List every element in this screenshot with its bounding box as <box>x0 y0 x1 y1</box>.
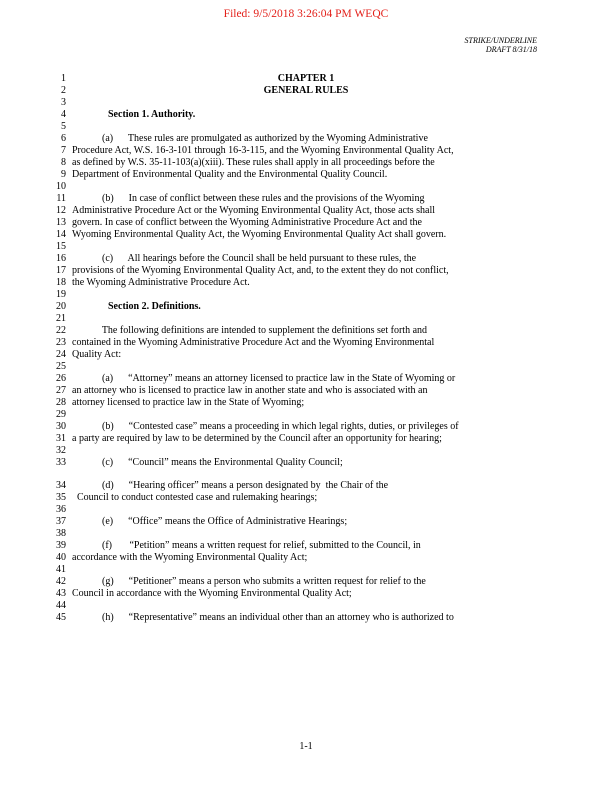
s1-a-line: Department of Environmental Quality and the Environmental Quality Council. <box>72 169 388 180</box>
line-number: 5 <box>61 121 66 132</box>
section-2-heading: Section 2. Definitions. <box>108 301 201 312</box>
line-number: 23 <box>56 337 66 348</box>
line-number: 43 <box>56 588 66 599</box>
line-number: 11 <box>56 193 66 204</box>
s2-d-line: Council to conduct contested case and rulemaking hearings; <box>72 492 318 503</box>
s1-b-line: (b) In case of conflict between these rules and the provisions of the Wyoming <box>72 193 425 204</box>
line-number: 2 <box>61 85 66 96</box>
line-number: 4 <box>61 109 66 120</box>
s2-b-line: a party are required by law to be determined by the Council after an opportunity for hearing; <box>72 433 442 444</box>
s2-g-line: Council in accordance with the Wyoming Environmental Quality Act; <box>72 588 352 599</box>
s2-f-line: accordance with the Wyoming Environmental Quality Act; <box>72 552 308 563</box>
line-number: 42 <box>56 576 66 587</box>
s1-a-line: Procedure Act, W.S. 16-3-101 through 16-3-115, and the Wyoming Environmental Quality Act, <box>72 145 454 156</box>
line-number: 16 <box>56 253 66 264</box>
draft-label-line1: STRIKE/UNDERLINE <box>464 36 537 45</box>
line-number: 21 <box>56 313 66 324</box>
filed-stamp: Filed: 9/5/2018 3:26:04 PM WEQC <box>223 8 389 20</box>
line-number: 30 <box>56 421 66 432</box>
line-number: 38 <box>56 528 66 539</box>
line-number: 40 <box>56 552 66 563</box>
line-number: 34 <box>56 480 66 491</box>
line-number: 19 <box>56 289 66 300</box>
line-number: 44 <box>56 600 66 611</box>
s1-a-line: (a) These rules are promulgated as authorized by the Wyoming Administrative <box>72 133 428 144</box>
line-number: 10 <box>56 181 66 192</box>
s2-a-line: (a) “Attorney” means an attorney licensed to practice law in the State of Wyoming or <box>72 373 456 384</box>
line-number: 39 <box>56 540 66 551</box>
draft-label-line2: DRAFT 8/31/18 <box>485 45 537 54</box>
line-number: 29 <box>56 409 66 420</box>
line-number: 25 <box>56 361 66 372</box>
s2-e-line: (e) “Office” means the Office of Administrative Hearings; <box>72 516 348 527</box>
s1-b-line: govern. In case of conflict between the Wyoming Administrative Procedure Act and the <box>72 217 422 228</box>
line-number: 9 <box>61 169 66 180</box>
line-number: 26 <box>56 373 66 384</box>
s1-c-line: provisions of the Wyoming Environmental Quality Act, and, to the extent they do not conflict, <box>72 265 449 276</box>
s1-b-line: Wyoming Environmental Quality Act, the Wyoming Environmental Quality Act shall govern. <box>72 229 447 240</box>
s2-d-line: (d) “Hearing officer” means a person designated by the Chair of the <box>72 480 389 491</box>
line-number: 31 <box>56 433 66 444</box>
s2-intro-line: contained in the Wyoming Administrative Procedure Act and the Wyoming Environmental <box>72 337 435 348</box>
s2-g-line: (g) “Petitioner” means a person who submits a written request for relief to the <box>72 576 426 587</box>
s1-a-line: as defined by W.S. 35-11-103(a)(xiii). These rules shall apply in all proceedings before the <box>72 157 435 168</box>
line-number: 8 <box>61 157 66 168</box>
s2-b-line: (b) “Contested case” means a proceeding in which legal rights, duties, or privileges of <box>72 421 459 432</box>
s2-c-line: (c) “Council” means the Environmental Quality Council; <box>72 457 343 468</box>
line-number: 13 <box>56 217 66 228</box>
line-number: 18 <box>56 277 66 288</box>
line-number: 6 <box>61 133 66 144</box>
line-number: 45 <box>56 612 66 623</box>
line-number: 37 <box>56 516 66 527</box>
line-number: 20 <box>56 301 66 312</box>
line-number: 3 <box>61 97 66 108</box>
s1-c-line: (c) All hearings before the Council shall be held pursuant to these rules, the <box>72 253 417 264</box>
line-number: 41 <box>56 564 66 575</box>
line-number: 1 <box>61 73 66 84</box>
page-number: 1-1 <box>299 741 313 752</box>
line-number: 7 <box>61 145 66 156</box>
s2-intro-line: Quality Act: <box>72 349 122 360</box>
s2-a-line: attorney licensed to practice law in the State of Wyoming; <box>72 397 305 408</box>
s2-h-line: (h) “Representative” means an individual other than an attorney who is authorized to <box>72 612 454 623</box>
line-number: 35 <box>56 492 66 503</box>
chapter-heading: CHAPTER 1 <box>277 73 335 84</box>
section-1-heading: Section 1. Authority. <box>108 109 196 120</box>
line-number: 36 <box>56 504 66 515</box>
s2-intro-line: The following definitions are intended to supplement the definitions set forth and <box>72 325 428 336</box>
s1-c-line: the Wyoming Administrative Procedure Act. <box>72 277 250 288</box>
s2-a-line: an attorney who is licensed to practice law in another state and who is associated with an <box>72 385 428 396</box>
line-number: 22 <box>56 325 66 336</box>
line-number: 28 <box>56 397 66 408</box>
line-number: 27 <box>56 385 66 396</box>
s2-f-line: (f) “Petition” means a written request for relief, submitted to the Council, in <box>72 540 421 551</box>
chapter-title: GENERAL RULES <box>263 85 349 96</box>
line-number: 33 <box>56 457 66 468</box>
line-number: 14 <box>56 229 66 240</box>
line-number: 17 <box>56 265 66 276</box>
s1-b-line: Administrative Procedure Act or the Wyoming Environmental Quality Act, those acts shall <box>72 205 436 216</box>
line-number: 15 <box>56 241 66 252</box>
line-number: 12 <box>56 205 66 216</box>
line-number: 32 <box>56 445 66 456</box>
line-number: 24 <box>56 349 66 360</box>
